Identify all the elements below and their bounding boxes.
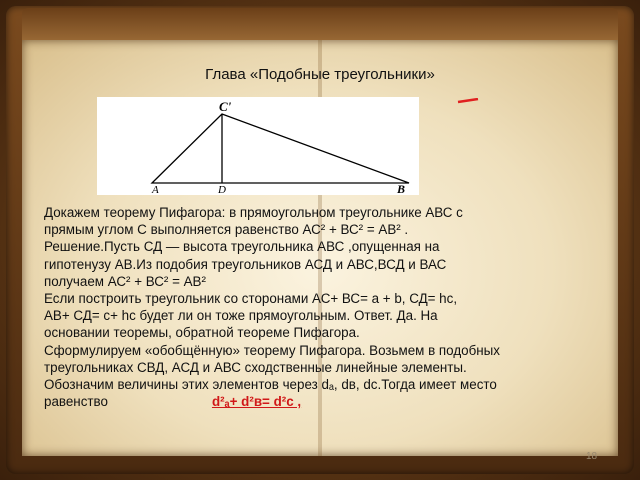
- book-top-edge: [22, 8, 618, 42]
- last-line: [44, 393, 604, 410]
- text-line: Докажем теорему Пифагора: в прямоугольном треугольнике АВС с: [44, 205, 463, 220]
- text-line: Решение.Пусть СД — высота треугольника АВС ,опущенная на: [44, 239, 440, 255]
- text-line: основании теоремы, обратной теореме Пифагора.: [44, 325, 360, 341]
- page-number: 18: [586, 451, 598, 462]
- label-b: B: [397, 182, 406, 195]
- formula: d²ₐ+ d²в= d²c ,: [211, 394, 302, 410]
- red-dash-mark: [456, 98, 480, 104]
- text-line: получаем АС² + ВС² = АВ²: [44, 273, 206, 289]
- text-line: Если построить треугольник со сторонами АС+ ВС= а + b, СД= hc,: [44, 291, 458, 307]
- page-title: Глава «Подобные треугольники»: [205, 66, 435, 83]
- label-a: A: [152, 184, 159, 195]
- text-line: гипотенузу АВ.Из подобия треугольников АСД и АВС,ВСД и ВАС: [44, 256, 447, 272]
- text-line: Обозначим величины этих элементов через dₐ, dв, dc.Тогда имеет место: [44, 377, 497, 393]
- label-c: C': [219, 99, 232, 114]
- triangle-diagram: [97, 97, 419, 195]
- text-line: прямым углом С выполняется равенство АС² + ВС² = АВ² .: [44, 222, 409, 238]
- label-d: D: [218, 184, 226, 195]
- triangle-shape: [152, 114, 409, 183]
- text-line: АВ+ СД= c+ hc будет ли он тоже прямоугольным. Ответ. Да. На: [44, 308, 438, 324]
- text-line: треугольниках СВД, АСД и АВС сходственные линейные элементы.: [44, 359, 467, 375]
- body-text: [44, 204, 604, 410]
- text-line: Сформулируем «обобщённую» теорему Пифагора. Возьмем в подобных: [44, 342, 500, 358]
- last-line-text: равенство: [44, 394, 108, 410]
